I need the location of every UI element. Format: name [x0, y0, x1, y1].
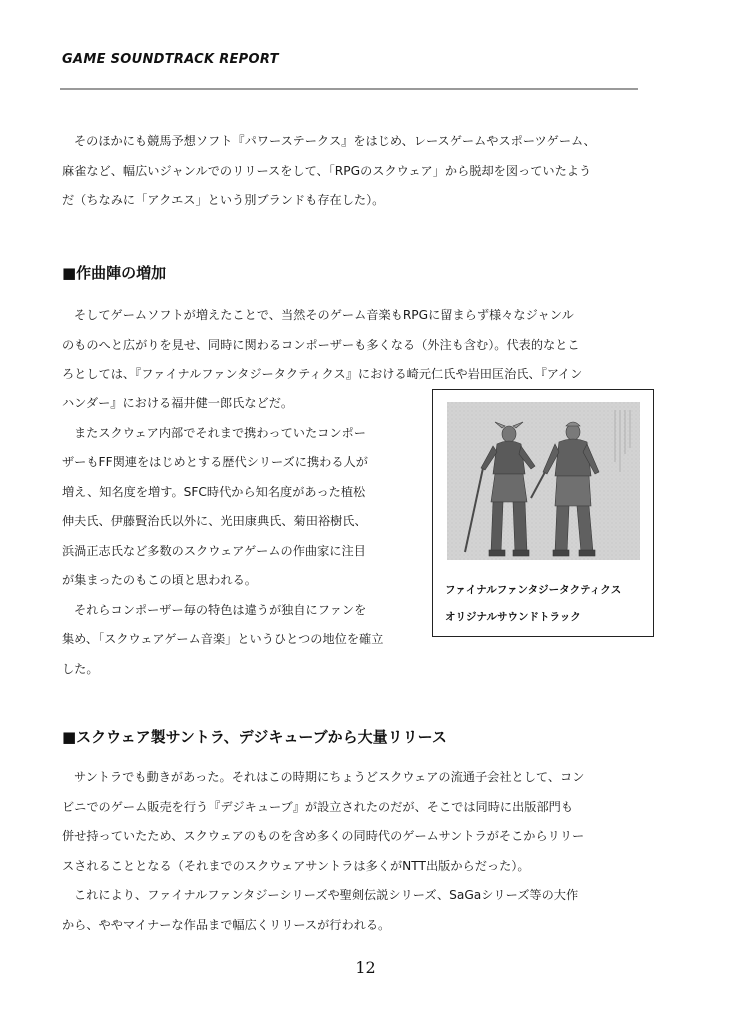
section2-line: スされることとなる（それまでのスクウェアサントラは多くがNTT出版からだった）。: [62, 858, 530, 873]
section1-line: 浜渦正志氏など多数のスクウェアゲームの作曲家に注目: [62, 543, 366, 558]
report-header: GAME SOUNDTRACK REPORT: [62, 52, 279, 67]
section2-line: から、ややマイナーな作品まで幅広くリリースが行われる。: [62, 917, 391, 932]
section1-line: 集め、「スクウェアゲーム音楽」というひとつの地位を確立: [62, 632, 384, 646]
section-heading-digicube: ■スクウェア製サントラ、デジキューブから大量リリース: [62, 728, 447, 746]
section1-line: ハンダー』における福井健一郎氏などだ。: [62, 396, 294, 410]
section1-line: ろとしては、『ファイナルファンタジータクティクス』における崎元仁氏や岩田匡治氏、『アイン: [62, 367, 583, 381]
section2-line: 併せ持っていたため、スクウェアのものを含め多くの同時代のゲームサントラがそこからリリー: [62, 829, 585, 843]
section1-line: 増え、知名度を増す。SFC時代から知名度があった植松: [62, 484, 366, 499]
intro-line: そのほかにも競馬予想ソフト『パワーステークス』をはじめ、レースゲームやスポーツゲーム、: [74, 134, 596, 148]
section1-line: が集まったのもこの頃と思われる。: [62, 573, 257, 587]
intro-line: 麻雀など、幅広いジャンルでのリリースをして、「RPGのスクウェア」から脱却を図っていたよう: [62, 163, 592, 178]
section1-paragraph-full: [62, 301, 647, 390]
section1-paragraph-narrow: [62, 389, 420, 684]
album-caption-subtitle: オリジナルサウンドトラック: [445, 611, 581, 623]
section-heading-composers: ■作曲陣の増加: [62, 264, 167, 282]
album-caption-title: ファイナルファンタジータクティクス: [445, 584, 622, 596]
section2-paragraph: [62, 763, 647, 940]
page-number: 12: [355, 958, 376, 977]
section1-line: ザーもFF関連をはじめとする歴代シリーズに携わる人が: [62, 455, 368, 469]
section2-line: ビニでのゲーム販売を行う『デジキューブ』が設立されたのだが、そこでは同時に出版部門も: [62, 799, 574, 814]
section1-line: のものへと広がりを見せ、同時に関わるコンポーザーも多くなる（外注も含む）。代表的なとこ: [62, 337, 580, 352]
section1-line: またスクウェア内部でそれまで携わっていたコンポー: [74, 425, 366, 440]
section1-line: 伸夫氏、伊藤賢治氏以外に、光田康典氏、菊田裕樹氏、: [62, 514, 367, 528]
header-divider: [60, 88, 638, 90]
section2-line: これにより、ファイナルファンタジーシリーズや聖剣伝説シリーズ、SaGaシリーズ等の大作: [74, 888, 579, 902]
section1-line: した。: [62, 661, 99, 676]
intro-paragraph: [62, 127, 647, 216]
intro-line: だ（ちなみに「アクエス」という別ブランドも存在した）。: [62, 193, 385, 207]
album-figure: [432, 389, 654, 637]
section2-line: サントラでも動きがあった。それはこの時期にちょうどスクウェアの流通子会社として、コン: [74, 770, 585, 784]
album-cover-image: [447, 402, 640, 560]
section1-line: そしてゲームソフトが増えたことで、当然そのゲーム音楽もRPGに留まらず様々なジャンル: [74, 308, 574, 322]
section1-line: それらコンポーザー毎の特色は違うが独自にファンを: [74, 602, 367, 617]
